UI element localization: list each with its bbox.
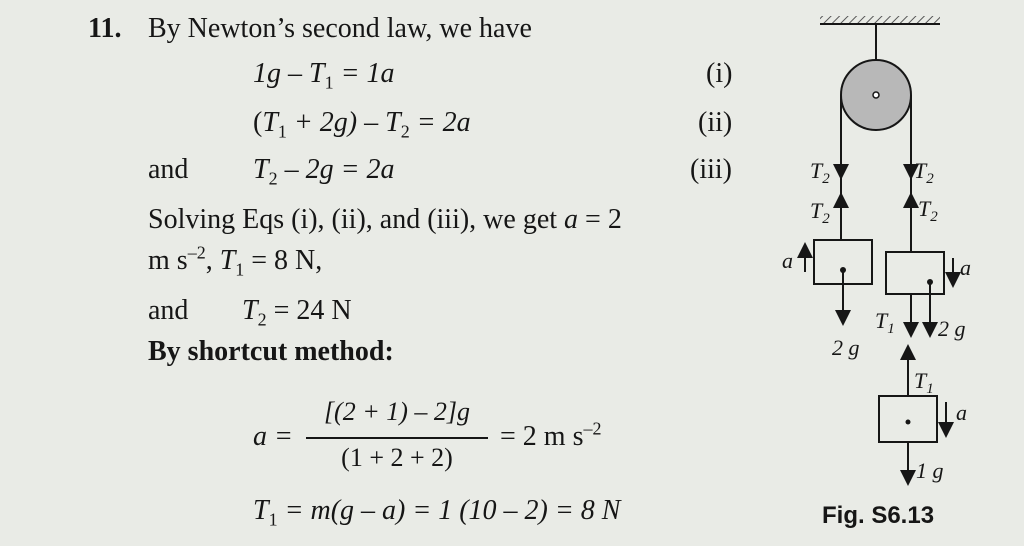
fraction-bar [306, 437, 488, 439]
formula-denominator: (1 + 2 + 2) [341, 443, 453, 472]
intro-text: By Newton’s second law, we have [148, 13, 532, 44]
equation-3-label: (iii) [690, 154, 732, 185]
label-t1-bottom: $T_1$ [914, 368, 934, 397]
block-bottom [879, 396, 937, 442]
ceiling [820, 16, 940, 24]
shortcut-heading: By shortcut method: [148, 336, 394, 367]
result-line: m $s^{-2}$, $T_1 = 8$ N, [148, 242, 323, 280]
label-t2-right-up: $T_2$ [918, 196, 938, 225]
equation-1-label: (i) [706, 58, 733, 89]
and-label-1: and [148, 154, 189, 185]
label-a-bottom: a [956, 400, 967, 425]
final-equation: $T_1 = m(g - a) = 1$ (10 – 2) = 8 N [253, 495, 621, 530]
label-1g: 1 g [916, 458, 944, 483]
equation-3: $T_2 - 2g = 2a$ [253, 154, 395, 189]
formula-lhs: a = [253, 421, 293, 452]
pulley-figure [770, 0, 1024, 500]
equation-2: $(T_1 + 2g) - T_2 = 2a$ [253, 107, 471, 142]
label-2g-right: 2 g [938, 316, 966, 341]
label-t2-right-top: $T_2$ [914, 158, 934, 187]
label-2g-left: 2 g [832, 335, 860, 360]
formula-numerator: [(2 + 1) – 2]g [323, 397, 471, 426]
label-t1-mid: $T_1$ [875, 308, 895, 337]
label-t2-left-up: $T_2$ [810, 198, 830, 227]
figure-caption: Fig. S6.13 [822, 502, 935, 529]
t2-result: $T_2 = 24$ N [242, 295, 352, 330]
block-right [886, 252, 944, 294]
and-label-2: and [148, 295, 189, 326]
equation-2-label: (ii) [698, 107, 733, 138]
problem-number: 11. [88, 13, 122, 44]
label-a-left: a [782, 248, 793, 273]
label-t2-left-top: $T_2$ [810, 158, 830, 187]
solving-line: Solving Eqs (i), (ii), and (iii), we get a = 2 [148, 204, 622, 235]
equation-1: $1g - T_1 = 1a$ [253, 58, 395, 93]
formula-rhs: = 2 m $s^{-2}$ [500, 418, 602, 452]
label-a-right: a [960, 255, 971, 280]
